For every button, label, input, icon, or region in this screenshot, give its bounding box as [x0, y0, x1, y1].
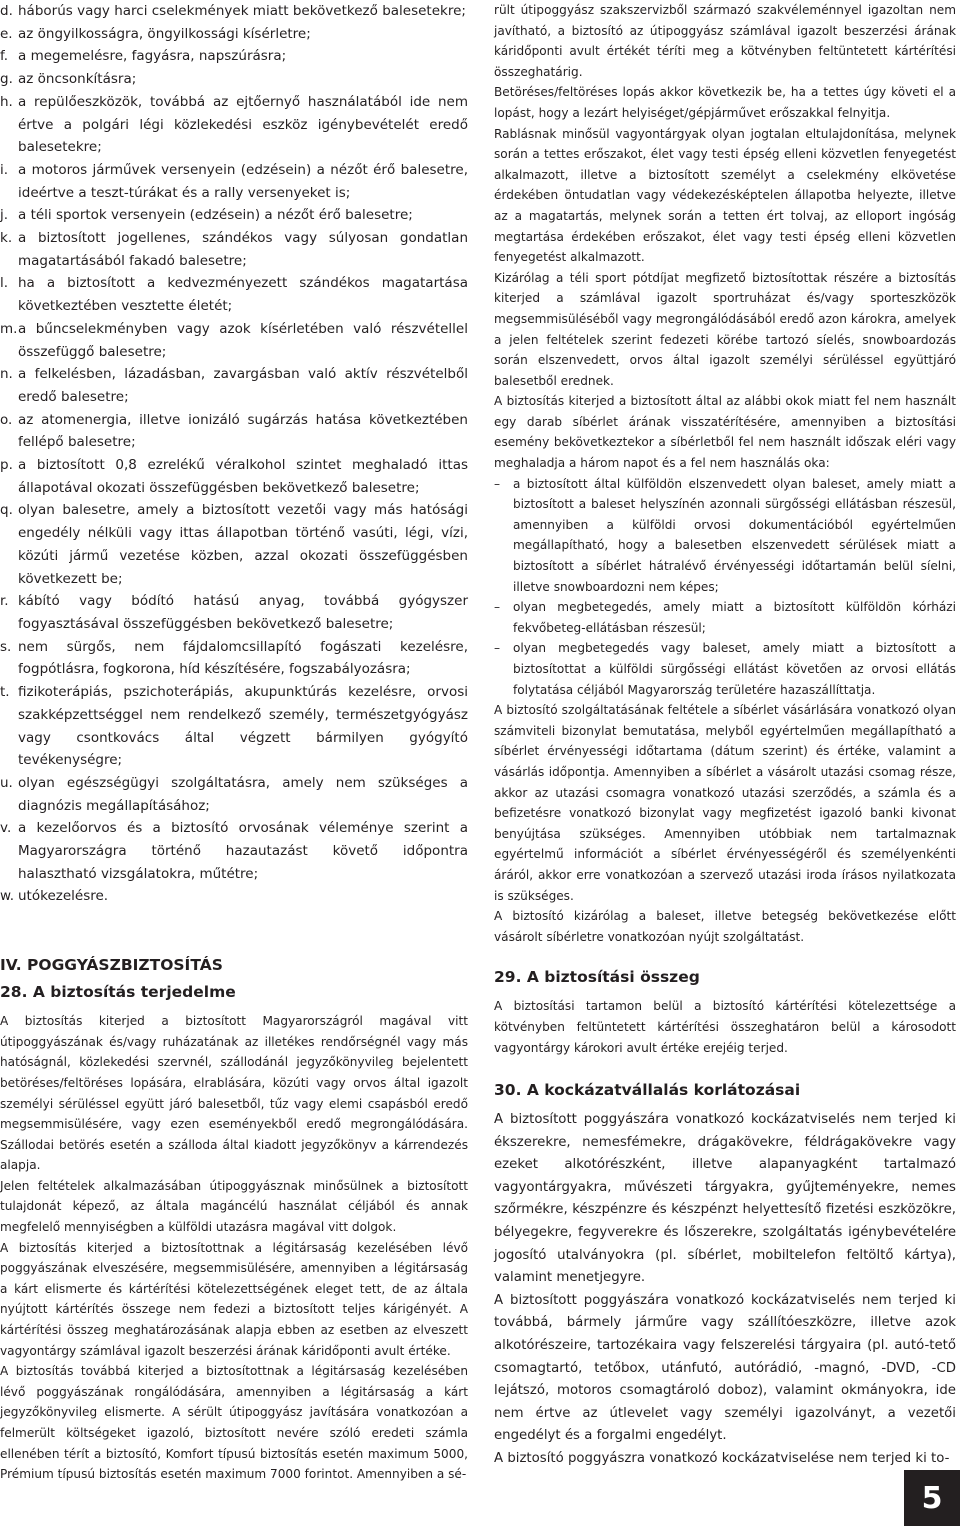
list-item-marker: v.: [0, 820, 12, 837]
list-item-text: olyan balesetre, amely a biztosított vezetői vagy más hatósági engedély nélküli vagy ittas állapotban történő vasúti, légi, vízi, közúti jármű vezetése közben, azzal okozati összefüggésben következett be;: [18, 502, 468, 587]
list-item-text: olyan megbetegedés, amely miatt a biztosított külföldön kórházi fekvőbeteg-ellátásban részesül;: [513, 600, 956, 635]
list-item: [0, 227, 468, 272]
paragraph: A biztosított poggyászára vonatkozó kockázatviselés nem terjed ki ékszerekre, nemesfémekre, drágakövekre, féldrágakövekre vagy ezeket alkotórészként, illetve alapanyagként tartalmazó vagyontárgyakra, művészeti tárgyakra, gyűjteményekre, nemes szőrmékre, készpénzre és készpénzt helyettesítő fizetési eszközökre, bélyegekre, fegyverekre és lőszerekre, szolgáltatás igénybevételére jogosító utalványokra (pl. síbérlet, mobiltelefon feltöltő kártya), valamint menetjegyre.: [494, 1112, 956, 1286]
paragraph: A biztosítás kiterjed a biztosított Magyarországról magával vitt útipoggyászának és/vagy ruházatának az illetékes rendőrségnél vagy más hatóságnál, közlekedési szervnél, szállodánál jegyzőkönyvileg bejelentett betöréses/feltöréses lopására, elrablására, közúti vagy orvos által igazolt személyi sérüléssel együtt járó balesetből, tűz vagy elemi csapásból eredő megsemmisülésére, vagy ezen eseményekből eredő megrongálódására. Szállodai betörés esetén a szálloda által kiadott jegyzőkönyv a kárrendezés alapja.: [0, 1014, 468, 1173]
list-item-text: a téli sportok versenyein (edzésein) a nézőt érő balesetre;: [18, 207, 413, 224]
right-mid-body: [494, 700, 956, 947]
list-item-text: a bűncselekményben vagy azok kísérletében való részvétellel összefüggő balesetre;: [18, 320, 468, 360]
list-item: [0, 590, 468, 635]
list-item: [0, 204, 468, 227]
list-item: [0, 454, 468, 499]
list-item-marker: e.: [0, 25, 13, 42]
heading-28: 28. A biztosítás terjedelme: [0, 983, 236, 1002]
list-item-marker: q.: [0, 502, 13, 519]
list-item-text: olyan egészségügyi szolgáltatásra, amely nem szükséges a diagnózis megállapításához;: [18, 774, 468, 814]
list-item: [494, 474, 956, 598]
list-item-text: az öngyilkosságra, öngyilkossági kísérletre;: [18, 25, 311, 42]
list-item-text: az atomenergia, illetve ionizáló sugárzás hatása következtében fellépő balesetre;: [18, 411, 468, 451]
list-item: [0, 499, 468, 590]
list-item-text: fizikoterápiás, pszichoterápiás, akupunktúrás kezelésre, orvosi szakképzettséggel nem rendelkező személy, természetgyógyász vagy csontkovács által végzett bármilyen gyógyító tevékenységre;: [18, 684, 468, 769]
section-28-body: [0, 1011, 468, 1485]
dash-marker-icon: –: [494, 641, 501, 656]
list-item: [494, 597, 956, 638]
list-item: [0, 772, 468, 817]
paragraph: A biztosítási tartamon belül a biztosító kártérítési kötelezettsége a kötvényben feltüntetett kártérítési összeghatáron belül a károsodott vagyontárgy károkori avult értéke erejéig terjed.: [494, 999, 956, 1055]
list-item: [0, 272, 468, 317]
list-item-marker: n.: [0, 366, 13, 383]
list-item: [0, 91, 468, 159]
list-item: [0, 318, 468, 363]
list-item-text: kábító vagy bódító hatású anyag, továbbá gyógyszer fogyasztásával összefüggésben bekövetkező balesetre;: [18, 593, 468, 632]
heading-30: 30. A kockázatvállalás korlátozásai: [494, 1081, 801, 1100]
list-item: [0, 23, 468, 46]
list-item-marker: j.: [0, 207, 9, 224]
paragraph: rült útipoggyász szakszervizből származó szakvéleménnyel igazoltan nem javítható, a biztosító az útipoggyász számlával igazolt beszerzési árának káridőponti avult értékét téríti meg a kötvényben feltüntetett kártérítési összeghatárig.: [494, 3, 956, 79]
paragraph: Betöréses/feltöréses lopás akkor következik be, ha a tettes úgy követi el a lopást, hogy a lezárt helyiséget/gépjárművet erőszakkal felnyitja.: [494, 85, 956, 120]
paragraph: A biztosított poggyászára vonatkozó kockázatviselés nem terjed ki továbbá, bármely járműre vagy szállítóeszközre, illetve azok alkotórészeire, tartozékaira vagy felszerelési tárgyaira (pl. autó-tető csomagtartó, tetőbox, utánfutó, autórádió, -magnó, -DVD, -CD lejátszó, motoros csomagtároló doboz), valamint okmányokra, ide nem értve az útlevelet vagy személyi igazolványt, a vezetői engedélyt és a forgalmi engedélyt.: [494, 1292, 956, 1444]
list-item-marker: s.: [0, 638, 12, 655]
left-column: [0, 0, 468, 1485]
list-item-marker: m.: [0, 320, 18, 337]
list-item: [0, 409, 468, 454]
list-item-text: háborús vagy harci cselekmények miatt bekövetkező balesetekre;: [18, 3, 466, 19]
list-item-marker: d.: [0, 3, 13, 19]
paragraph: A biztosító kizárólag a baleset, illetve betegség bekövetkezése előtt vásárolt síbérletre vonatkozóan nyújt szolgáltatást.: [494, 909, 956, 944]
paragraph: A biztosítás továbbá kiterjed a biztosítottnak a légitársaság kezelésében lévő poggyászának rongálódására, amennyiben a légitársaság a kárt jegyzőkönyvileg elismerte. A sérült útipoggyász javítására vonatkozóan a felmerült költségeket igazoló, biztosított nevére szóló eredeti számla ellenében térít a biztosító, Komfort típusú biztosítás esetén maximum 5000, Prémium típusú biztosítás esetén maximum 7000 forintot. Amennyiben a sé-: [0, 1364, 468, 1482]
ski-pass-reasons-list: [494, 474, 956, 701]
list-item-text: a felkelésben, lázadásban, zavargásban való aktív részvételből eredő balesetre;: [18, 366, 468, 405]
list-item-marker: w.: [0, 888, 15, 905]
exclusion-list: [0, 0, 468, 908]
list-item-text: az öncsonkításra;: [18, 71, 137, 88]
list-item-text: utókezelésre.: [18, 888, 109, 905]
paragraph: A biztosítás kiterjed a biztosítottnak a légitársaság kezelésében lévő poggyászának elveszésére, megsemmisülésére, amennyiben a légitársaság a kárt elismerte és kártérítési kötelezettségének eleget tett, de az általa nyújtott kártérítés összege nem fedezi a biztosított teljes kárigényét. A kártérítési összeg meghatározásának alapja ebben az esetben az elveszett vagyontárgy számlával igazolt beszerzési árának káridőponti avult értéke.: [0, 1240, 468, 1358]
list-item: [0, 0, 468, 23]
list-item-marker: k.: [0, 230, 13, 247]
list-item: [0, 45, 468, 68]
list-item-marker: o.: [0, 411, 13, 428]
list-item: [0, 68, 468, 91]
paragraph: Rablásnak minősül vagyontárgyak olyan jogtalan eltulajdonítása, melynek során a tettes erőszakot, élet vagy testi épség elleni közvetlen fenyegetést alkalmazott, illetve a biztosított személyt a cselekmény elkövetése érdekében öntudatlan vagy védekezésképtelen állapotba helyezte, illetve az a magatartás, melynek során a tetten ért tolvaj, az elloport ingóság megtartása érdekében erőszakot, élet vagy testi épség elleni közvetlen fenyegetést alkalmazott.: [494, 126, 956, 265]
paragraph: Kizárólag a téli sport pótdíjat megfizető biztosítottak részére a biztosítás kiterjed a számlával igazolt sportruházat és/vagy sporteszközök megsemmisüléséből vagy megrongálódásából eredő azon károkra, amelyek a jelen feltételek szerint fedezeti körébe tartozó síelés, snowboardozás során elszenvedett, orvos által igazolt személyi sérüléssel együttjáró balesetből erednek.: [494, 270, 956, 388]
list-item-text: nem sürgős, nem fájdalomcsillapító fogászati kezelésre, fogpótlásra, fogkorona, híd készítésére, fogszabályozásra;: [18, 638, 468, 678]
list-item-marker: u.: [0, 774, 13, 791]
list-item-marker: h.: [0, 93, 13, 110]
paragraph: Jelen feltételek alkalmazásában útipoggyásznak minősülnek a biztosított tulajdonát képező, az általa magáncélú használat céljából és annak megfelelő mennyiségben a külföldi utazásra magával vitt dolgok.: [0, 1178, 468, 1235]
section-title: IV. POGGYÁSZBIZTOSÍTÁS: [0, 956, 223, 975]
list-item-marker: g.: [0, 71, 13, 88]
list-item-text: olyan megbetegedés vagy baleset, amely miatt a biztosított a biztosítottat a külföldi sürgősségi ellátást követően az orvosi ellátás folytatása céljából Magyarország területére hazaszállíttatja.: [513, 641, 956, 697]
paragraph: A biztosító szolgáltatásának feltétele a síbérlet vásárlására vonatkozó olyan számviteli bizonylat bemutatása, melyből egyértelműen megállapítható a síbérlet érvényességi időtartama (dátum szerint) és értéke, valamint a vásárlás időpontja. Amennyiben a síbérlet a vásárolt utazási csomag része, akkor az utazási csomagra vonatkozó utazási szerződés, a számla és a befizetésre vonatkozó bizonylat vagy megfizetést igazoló banki kivonat benyújtása szükséges. Amennyiben utóbbiak nem tartalmaznak egyértelmű információt a síbérlet érvényességéről és személyenkénti áráról, akkor erre vonatkozóan a szervező utazási iroda írásos nyilatkozata is szükséges.: [494, 703, 956, 903]
list-item-marker: p.: [0, 457, 13, 474]
list-item-marker: f.: [0, 48, 9, 65]
list-item: [0, 636, 468, 681]
list-item-marker: r.: [0, 593, 9, 610]
section-29-body: [494, 996, 956, 1058]
right-column: [494, 0, 956, 1471]
list-item: [0, 363, 468, 408]
dash-marker-icon: –: [494, 476, 501, 491]
list-item-text: a biztosított által külföldön elszenvedett olyan baleset, amely miatt a biztosított a baleset helyszínén azonnali sürgősségi ellátásban részesül, amennyiben a külföldi orvosi dokumentációból egyértelműen megállapítható, hogy a balesetben elszenvedett sérülések miatt a biztosított a síbérlet hátralévő érvényességi időtartamán belül síelni, illetve snowboardozni nem képes;: [513, 476, 956, 594]
section-30-body: [494, 1109, 956, 1471]
list-item: [0, 885, 468, 908]
heading-29: 29. A biztosítási összeg: [494, 968, 700, 987]
list-item-text: ha a biztosított a kedvezményezett szándékos magatartása következtében vesztette életét;: [18, 275, 468, 315]
list-item: [494, 638, 956, 700]
list-item-text: a repülőeszközök, továbbá az ejtőernyő használatából ide nem értve a polgári légi közlekedési eszköz igénybevételét eredő balesetekre;: [18, 93, 468, 156]
list-item: [0, 159, 468, 204]
list-item: [0, 681, 468, 772]
list-item-text: a megemelésre, fagyásra, napszúrásra;: [18, 48, 287, 65]
paragraph: A biztosító poggyászra vonatkozó kockázatviselése nem terjed ki to-: [494, 1451, 950, 1466]
dash-marker-icon: –: [494, 600, 501, 615]
paragraph: A biztosítás kiterjed a biztosított által az alábbi okok miatt fel nem használt egy darab síbérlet árának visszatérítésére, amennyiben a biztosítási esemény bekövetkeztekor a síbérletből fel nem használt időszak eléri vagy meghaladja a három napot és a fel nem használás oka:: [494, 394, 956, 471]
right-top-body: [494, 0, 956, 474]
list-item-text: a kezelőorvos és a biztosító orvosának véleménye szerint a Magyarországra történő hazautazást követő időpontra halasztható vizsgálatokra, műtétre;: [18, 820, 468, 882]
list-item-text: a biztosított jogellenes, szándékos vagy súlyosan gondatlan magatartásából fakadó balesetre;: [18, 230, 468, 269]
list-item-text: a biztosított 0,8 ezrelékű véralkohol szintet meghaladó ittas állapotával okozati összefüggésben bekövetkező balesetre;: [18, 457, 468, 496]
list-item-marker: i.: [0, 161, 9, 178]
list-item-text: a motoros járművek versenyein (edzésein) a nézőt érő balesetre, ideértve a teszt-túrákat és a rally versenyeket is;: [18, 161, 468, 201]
list-item-marker: l.: [0, 275, 9, 292]
list-item-marker: t.: [0, 684, 10, 701]
page-number: 5: [904, 1470, 960, 1526]
list-item: [0, 817, 468, 885]
